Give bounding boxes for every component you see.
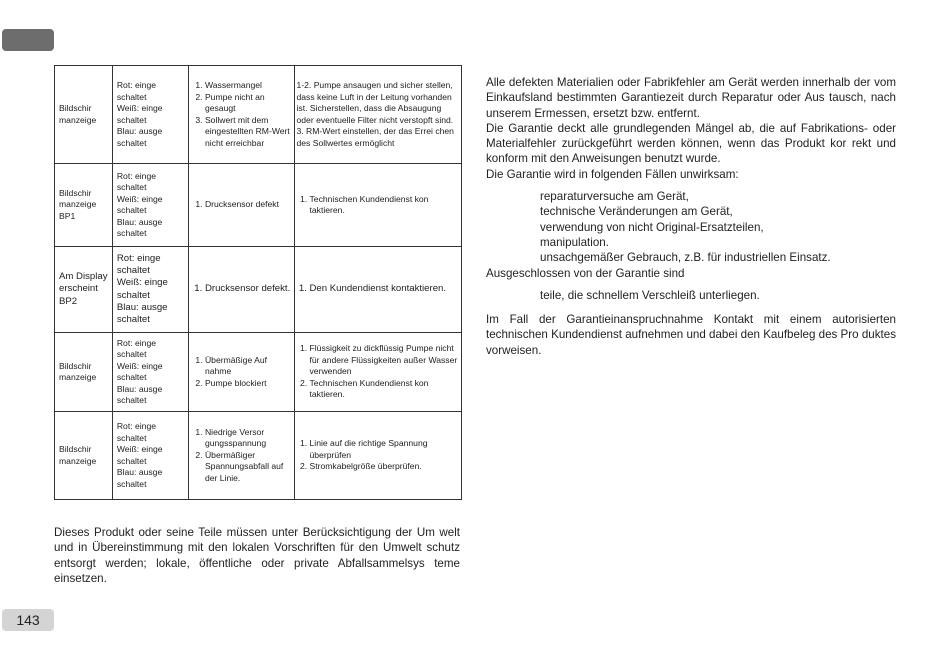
led-status: Rot: einge schaltet — [116, 170, 157, 192]
led-status: Blau: ausge schaltet — [116, 216, 163, 238]
list-item: technische Veränderungen am Gerät, — [540, 205, 733, 219]
solution-item: 1. Den Kundendienst kontaktieren. — [310, 283, 460, 295]
display-cell: Bildschir manzeige — [55, 333, 113, 412]
led-status: Rot: einge schaltet — [116, 80, 157, 102]
cause-item: 2. Pumpe nicht an gesaugt — [205, 92, 292, 115]
display-cell: Bildschir manzeige BP1 — [55, 164, 113, 247]
led-status: Weiß: einge schaltet — [116, 277, 168, 301]
page-number: 143 — [2, 609, 54, 631]
cause-cell — [188, 164, 294, 247]
list-item: reparaturversuche am Gerät, — [540, 190, 689, 204]
cause-item: 1. Drucksensor defekt — [205, 199, 292, 211]
list-item: verwendung von nicht Original-Ersatzteilen, — [540, 220, 764, 234]
solution-cell — [294, 66, 462, 164]
led-cell — [112, 333, 188, 412]
led-status: Blau: ausge schaltet — [116, 301, 168, 326]
led-status: Blau: ausge schaltet — [116, 126, 163, 148]
warranty-excluded-heading: Ausgeschlossen von der Garantie sind — [486, 266, 685, 280]
led-cell — [112, 164, 188, 247]
table-row — [55, 66, 462, 164]
chapter-tab — [2, 29, 54, 51]
solution-item: 2. Technischen Kundendienst kon taktieren. — [310, 378, 460, 401]
list-item: teile, die schnellem Verschleiß unterliegen. — [540, 288, 760, 302]
solution-cell — [294, 164, 462, 247]
cause-item: 1. Niedrige Versor gungsspannung — [205, 427, 292, 450]
led-cell — [112, 247, 188, 333]
warranty-claim: Im Fall der Garantieinanspruchnahme Kontakt mit einem autorisierten technischen Kundendienst aufnehmen und dabei den Kaufbeleg des Pro duktes vorweisen. — [486, 313, 896, 357]
display-cell: Bildschir manzeige — [55, 412, 113, 500]
warranty-intro: Alle defekten Materialien oder Fabrikfehler am Gerät werden innerhalb der vom Einkaufsland bestimmten Garantiezeit durch Reparatur oder Aus tausch, nach unserem Ermessen, ersetzt bzw. entfernt. — [486, 76, 896, 120]
list-item: unsachgemäßer Gebrauch, z.B. für industriellen Einsatz. — [540, 251, 831, 265]
table-row — [55, 412, 462, 500]
led-status: Rot: einge schaltet — [116, 337, 157, 359]
solution-cell — [294, 333, 462, 412]
solution-cell — [294, 412, 462, 500]
solution-text: 1-2. Pumpe ansaugen und sicher stellen, dass keine Luft in der Leitung vorhanden ist. Sicherstellen, dass die Absaugung oder eventuelle Filter nicht verstopft sind. — [296, 80, 454, 125]
led-cell — [112, 66, 188, 164]
led-status: Blau: ausge schaltet — [116, 467, 163, 489]
solution-item: 1. Linie auf die richtige Spannung überprüfen — [310, 438, 460, 461]
solution-cell — [294, 247, 462, 333]
warranty-coverage: Die Garantie deckt alle grundlegenden Mängel ab, die auf Fabrikations- oder Materialfehler zurückgeführt werden können, wenn das Produkt kor rekt und konform mit den Anweisungen benutzt wurde. — [486, 121, 896, 166]
warranty-void-heading: Die Garantie wird in folgenden Fällen unwirksam: — [486, 167, 739, 181]
solution-text: 3. RM-Wert einstellen, der das Errei chen des Sollwertes ermöglicht — [296, 126, 454, 148]
display-cell: Am Display erscheint BP2 — [55, 247, 113, 333]
cause-item: 3. Sollwert mit dem eingestellten RM-Wert nicht erreichbar — [205, 115, 292, 150]
display-cell: Bildschir manzeige — [55, 66, 113, 164]
warranty-section — [486, 75, 896, 358]
cause-cell — [188, 333, 294, 412]
led-cell — [112, 412, 188, 500]
solution-item: 2. Stromkabelgröße überprüfen. — [310, 461, 460, 473]
solution-item: 1. Technischen Kundendienst kon taktieren. — [310, 194, 460, 217]
led-status: Blau: ausge schaltet — [116, 383, 163, 405]
cause-cell — [188, 412, 294, 500]
cause-item: 2. Übermäßiger Spannungsabfall auf der Linie. — [205, 450, 292, 485]
cause-item: 2. Pumpe blockiert — [205, 378, 292, 390]
table-row — [55, 164, 462, 247]
cause-cell — [188, 66, 294, 164]
led-status: Rot: einge schaltet — [116, 252, 161, 276]
troubleshooting-table — [54, 65, 462, 500]
cause-item: 1. Übermäßige Auf nahme — [205, 355, 292, 378]
cause-cell — [188, 247, 294, 333]
disposal-paragraph: Dieses Produkt oder seine Teile müssen unter Berücksichtigung der Um welt und in Übereinstimmung mit den lokalen Vorschriften für den Umwelt schutz entsorgt werden; lokale, öffentliche oder private Abfallsammelsys teme einsetzen. — [54, 526, 460, 585]
cause-item: 1. Wassermangel — [205, 80, 292, 92]
solution-item: 1. Flüssigkeit zu dickflüssig Pumpe nicht für andere Flüssigkeiten außer Wasser verwenden — [310, 343, 460, 378]
list-item: manipulation. — [540, 235, 609, 249]
cause-item: 1. Drucksensor defekt. — [205, 283, 292, 295]
table-row — [55, 247, 462, 333]
led-status: Weiß: einge schaltet — [116, 103, 163, 125]
led-status: Weiß: einge schaltet — [116, 444, 163, 466]
led-status: Weiß: einge schaltet — [116, 193, 163, 215]
led-status: Weiß: einge schaltet — [116, 360, 163, 382]
led-status: Rot: einge schaltet — [116, 421, 157, 443]
table-row — [55, 333, 462, 412]
